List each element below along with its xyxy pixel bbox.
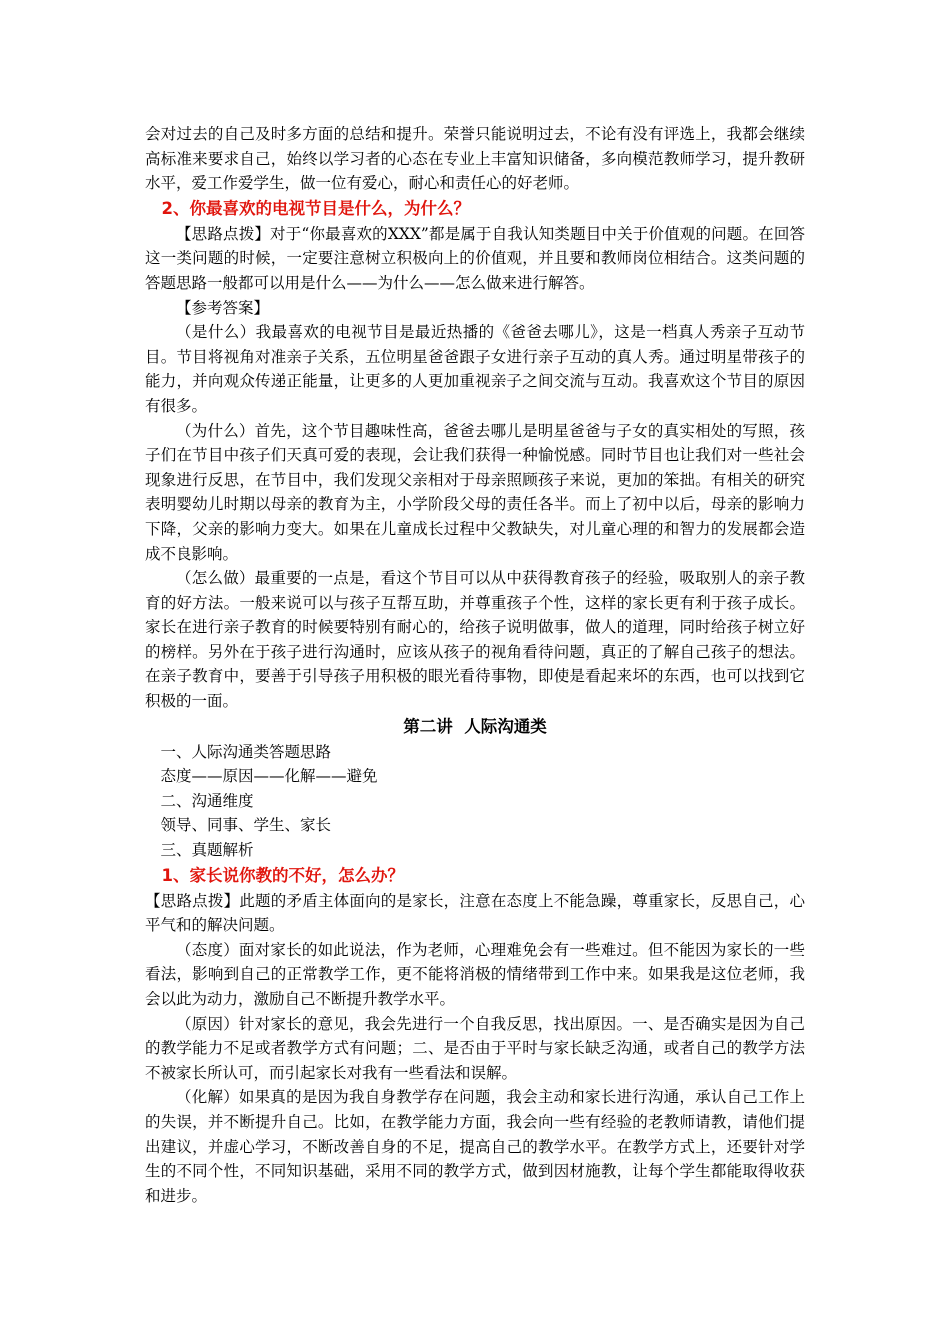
question-2-reference-label: 【参考答案】 — [176, 298, 270, 317]
question-1-tip: 【思路点拨】此题的矛盾主体面向的是家长，注意在态度上不能急躁，尊重家长，反思自己，心平气和的解决问题。 — [145, 891, 805, 935]
question-2-what: （是什么）我最喜欢的电视节目是最近热播的《爸爸去哪儿》，这是一档真人秀亲子互动节目。节目将视角对准亲子关系，五位明星爸爸跟子女进行亲子互动的真人秀。通过明星带孩子的能力，并向观众传递正能量，让更多的人更加重视亲子之间交流与互动。我喜欢这个节目的原因有很多。 — [145, 323, 805, 415]
outline-item-3: 三、真题解析 — [160, 841, 254, 860]
question-2-heading: 2、你最喜欢的电视节目是什么，为什么？ — [161, 198, 470, 218]
question-2-how: （怎么做）最重要的一点是，看这个节目可以从中获得教育孩子的经验，吸取别人的亲子教育的好方法。一般来说可以与孩子互帮互助，并尊重孩子个性，这样的家长更有利于孩子成长。家长在进行亲子教育的时候要特别有耐心的，给孩子说明做事，做人的道理，同时给孩子树立好的榜样。另外在于孩子进行沟通时，应该从孩子的视角看待问题，真正的了解自己孩子的想法。在亲子教育中，要善于引导孩子用积极的眼光看待事物，即使是看起来坏的东西，也可以找到它积极的一面。 — [145, 569, 805, 711]
outline-item-2: 二、沟通维度 — [160, 791, 254, 810]
question-2-why: （为什么）首先，这个节目趣味性高，爸爸去哪儿是明星爸爸与子女的真实相处的写照，孩子们在节目中孩子们天真可爱的表现，会让我们获得一种愉悦感。同时节目也让我们对一些社会现象进行反思，在节目中，我们发现父亲相对于母亲照顾孩子来说，更加的笨拙。有相关的研究表明婴幼儿时期以母亲的教育为主，小学阶段父母的责任各半。而上了初中以后，母亲的影响力下降，父亲的影响力变大。如果在儿童成长过程中父教缺失，对儿童心理的和智力的发展都会造成不良影响。 — [145, 421, 805, 563]
outline-item-1: 一、人际沟通类答题思路 — [160, 742, 332, 761]
outline-item-2-body: 领导、同事、学生、家长 — [160, 816, 332, 835]
question-1-attitude: （态度）面对家长的如此说法，作为老师，心理难免会有一些难过。但不能因为家长的一些看法，影响到自己的正常教学工作，更不能将消极的情绪带到工作中来。如果我是这位老师，我会以此为动力，激励自己不断提升教学水平。 — [145, 940, 805, 1008]
section-2-title: 第二讲 人际沟通类 — [403, 716, 547, 736]
question-1-reason: （原因）针对家长的意见，我会先进行一个自我反思，找出原因。一、是否确实是因为自己的教学能力不足或者教学方式有问题；二、是否由于平时与家长缺乏沟通，或者自己的教学方法不被家长所认可，而引起家长对我有一些看法和误解。 — [145, 1014, 805, 1082]
question-2-tip: 【思路点拨】对于“你最喜欢的XXX”都是属于自我认知类题目中关于价值观的问题。在回答这一类问题的时候，一定要注意树立积极向上的价值观，并且要和教师岗位相结合。这类问题的答题思路一般都可以用是什么——为什么——怎么做来进行解答。 — [145, 224, 805, 292]
document-page — [145, 122, 805, 1208]
question-1-resolve: （化解）如果真的是因为我自身教学存在问题，我会主动和家长进行沟通，承认自己工作上的失误，并不断提升自己。比如，在教学能力方面，我会向一些有经验的老教师请教，请他们提出建议，并虚心学习，不断改善自身的不足，提高自己的教学水平。在教学方式上，还要针对学生的不同个性，不同知识基础，采用不同的教学方式，做到因材施教，让每个学生都能取得收获和进步。 — [145, 1088, 805, 1205]
question-1-heading: 1、家长说你教的不好，怎么办？ — [161, 865, 404, 885]
continuation-paragraph: 会对过去的自己及时多方面的总结和提升。荣誉只能说明过去，不论有没有评选上，我都会继续高标准来要求自己，始终以学习者的心态在专业上丰富知识储备，多向模范教师学习，提升教研水平，爱工作爱学生，做一位有爱心，耐心和责任心的好老师。 — [145, 125, 805, 193]
outline-item-1-body: 态度——原因——化解——避免 — [160, 767, 378, 786]
